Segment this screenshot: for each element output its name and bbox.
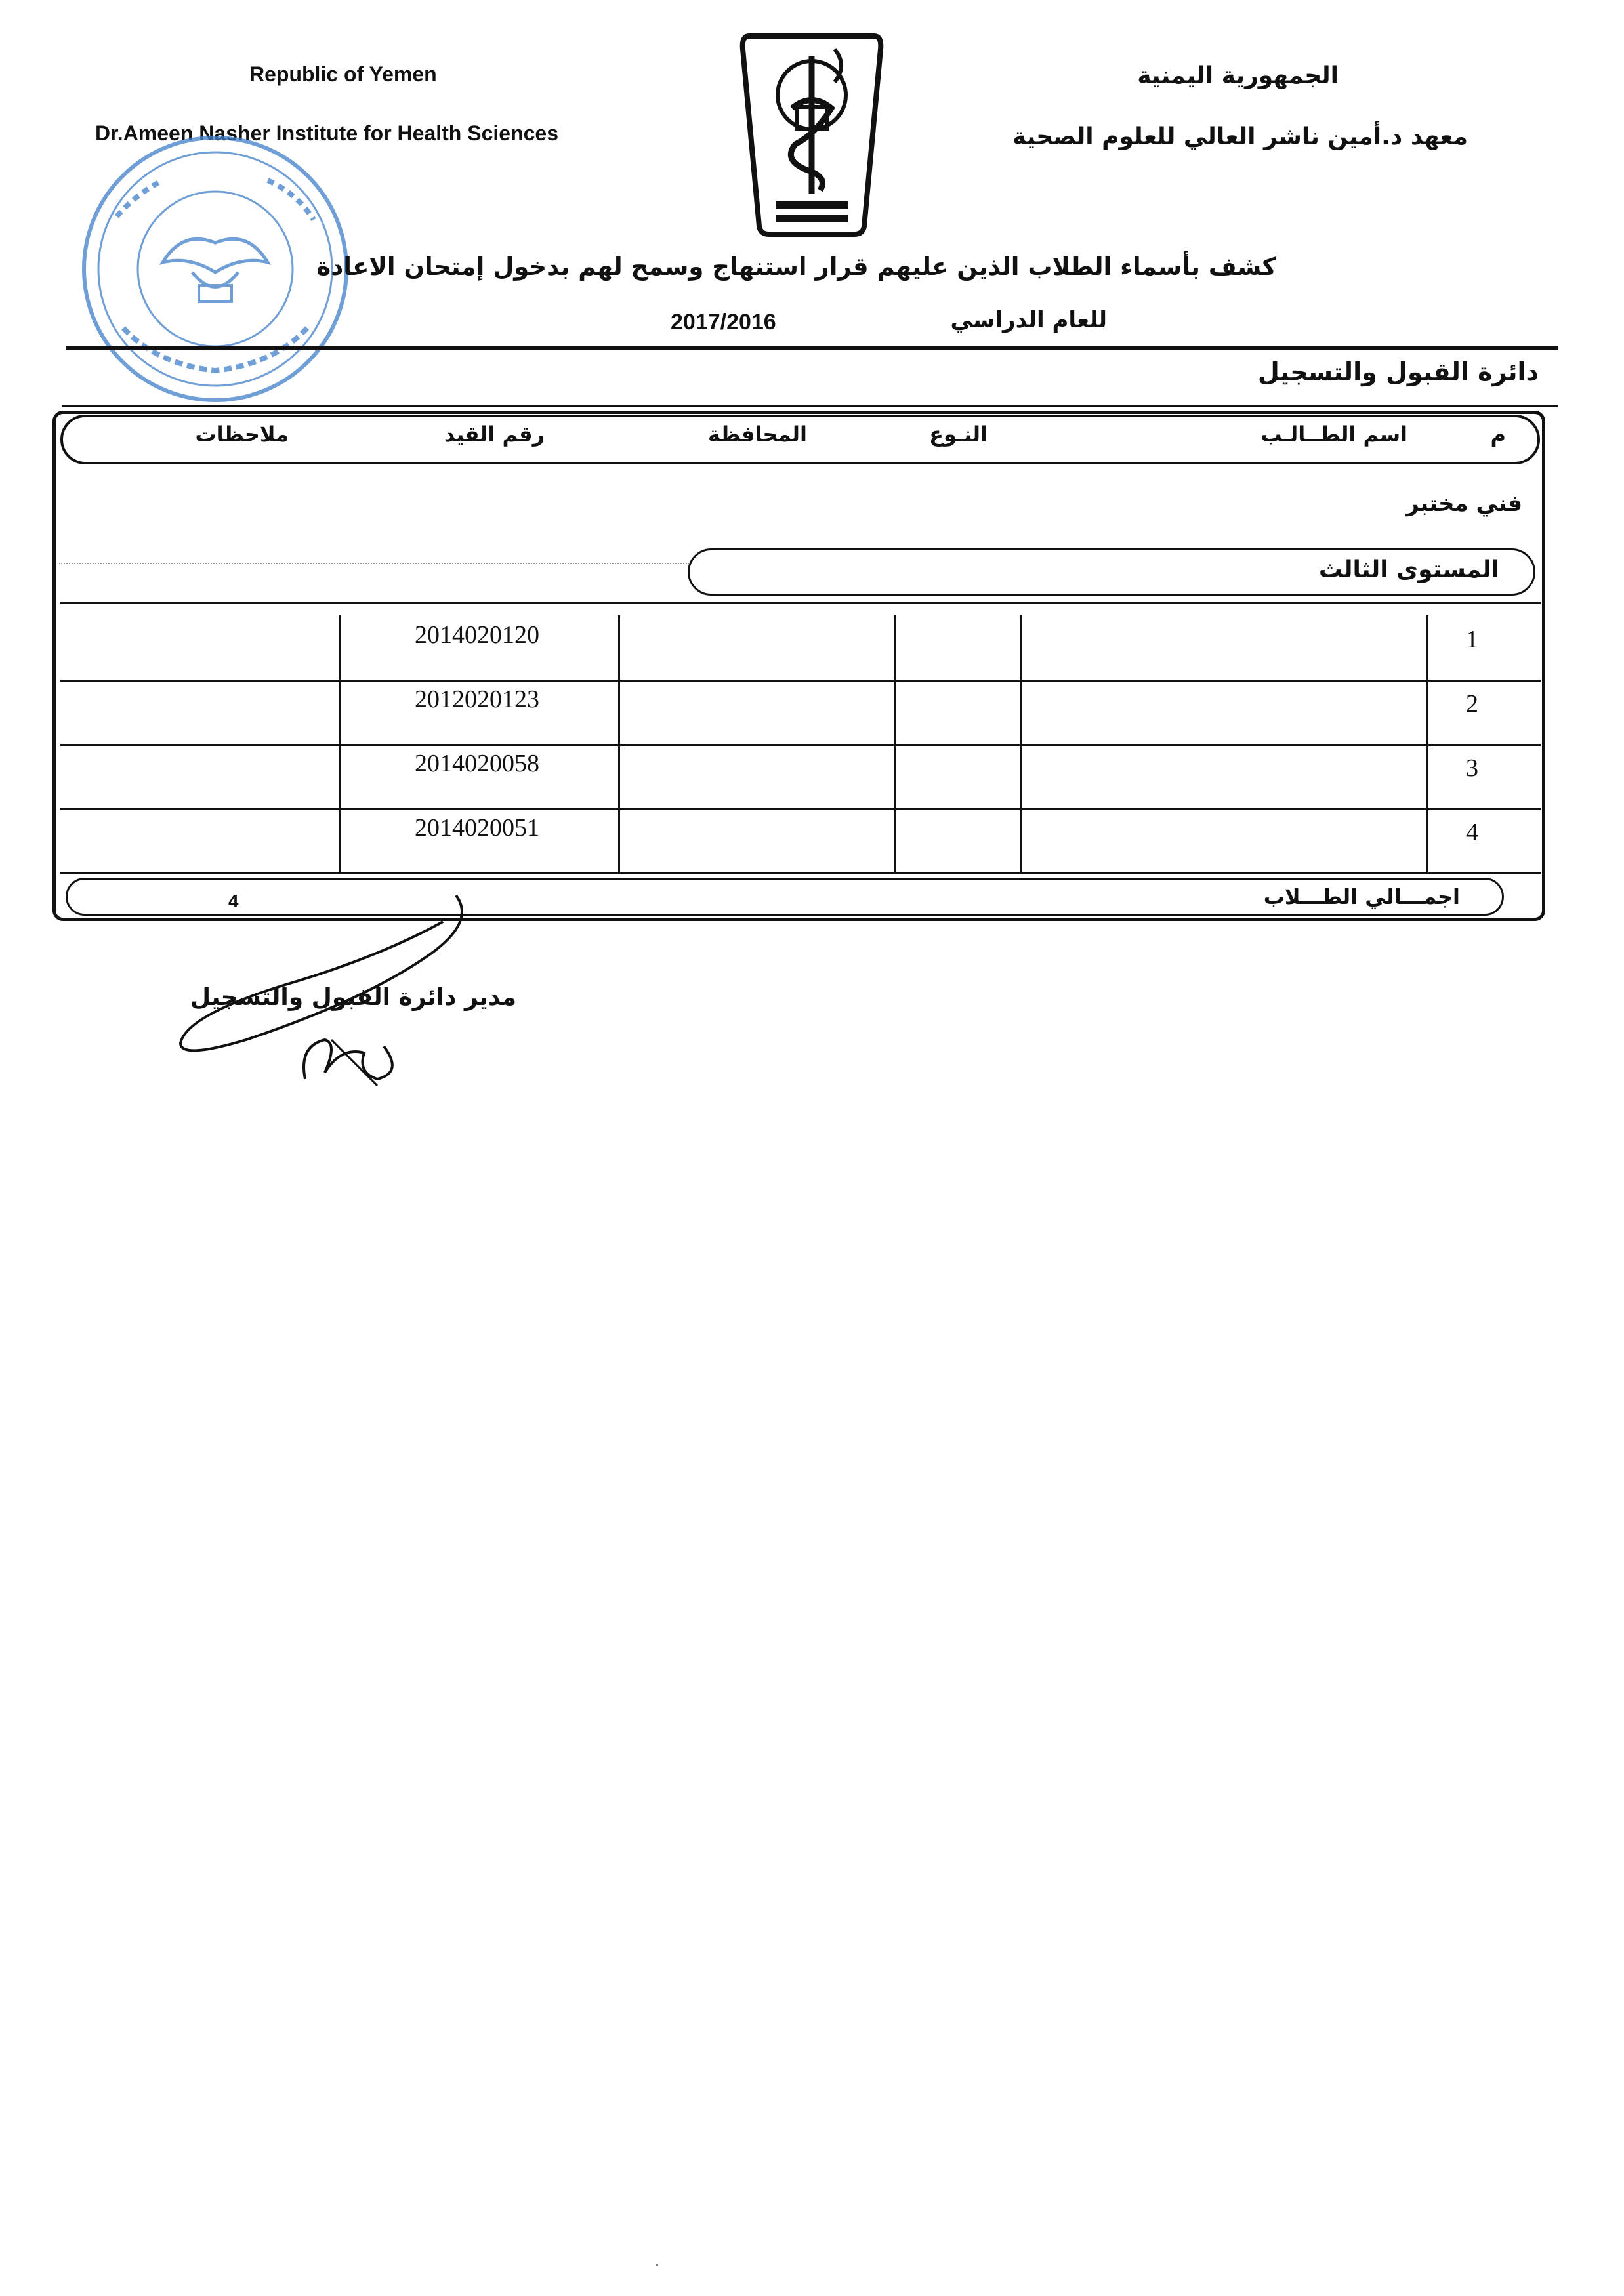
official-stamp-icon	[77, 131, 353, 407]
header-governorate: المحافظة	[707, 422, 807, 447]
grid-line	[894, 615, 896, 872]
header-gender: النـوع	[929, 422, 988, 447]
grid-line	[60, 808, 1541, 810]
row-no: 1	[1466, 626, 1478, 653]
total-label: اجمـــالي الطـــلاب	[1263, 884, 1460, 909]
department-rule	[62, 405, 1558, 407]
grid-line	[1020, 615, 1022, 872]
grid-line	[60, 744, 1541, 746]
institute-en: Dr.Ameen Nasher Institute for Health Sciences	[95, 121, 558, 145]
student-reg-no: 2014020051	[415, 814, 539, 842]
signature-icon	[167, 882, 476, 1089]
republic-ar: الجمهورية اليمنية	[1137, 62, 1339, 89]
row-no: 2	[1466, 690, 1478, 718]
student-reg-no: 2012020123	[415, 686, 539, 713]
row-no: 3	[1466, 754, 1478, 782]
student-reg-no: 2014020120	[415, 621, 539, 649]
table-frame	[52, 411, 1545, 921]
student-reg-no: 2014020058	[415, 750, 539, 777]
signature-label: مدير دائرة القبول والتسجيل	[190, 984, 516, 1011]
grid-line	[60, 872, 1541, 874]
header-rule	[66, 346, 1558, 350]
institute-ar: معهد د.أمين ناشر العالي للعلوم الصحية	[1012, 123, 1468, 150]
dotted-divider	[59, 563, 689, 564]
scan-dot	[656, 2264, 658, 2266]
grid-line	[618, 615, 620, 872]
header-reg-no: رقم القيد	[444, 422, 545, 447]
academic-year-label: للعام الدراسي	[950, 307, 1107, 333]
header-name: اسم الطــالـب	[1260, 422, 1407, 447]
department-name: دائرة القبول والتسجيل	[1257, 358, 1539, 386]
header-no: م	[1490, 422, 1506, 447]
grid-line	[60, 602, 1541, 604]
row-no: 4	[1466, 819, 1478, 846]
document-title: كشف بأسماء الطلاب الذين عليهم قرار استنهاج وسمح لهم بدخول إمتحان الاعادة	[316, 253, 1276, 281]
academic-year: 2017/2016	[671, 310, 776, 335]
grid-line	[1426, 615, 1428, 872]
grid-line	[339, 615, 341, 872]
republic-en: Republic of Yemen	[249, 62, 437, 86]
institute-logo-icon	[736, 30, 887, 239]
program-name: فني مختبر	[1406, 491, 1522, 517]
total-value: 4	[228, 891, 239, 911]
level-name: المستوى الثالث	[1318, 556, 1499, 583]
header-notes: ملاحظات	[195, 422, 289, 447]
grid-line	[60, 680, 1541, 682]
